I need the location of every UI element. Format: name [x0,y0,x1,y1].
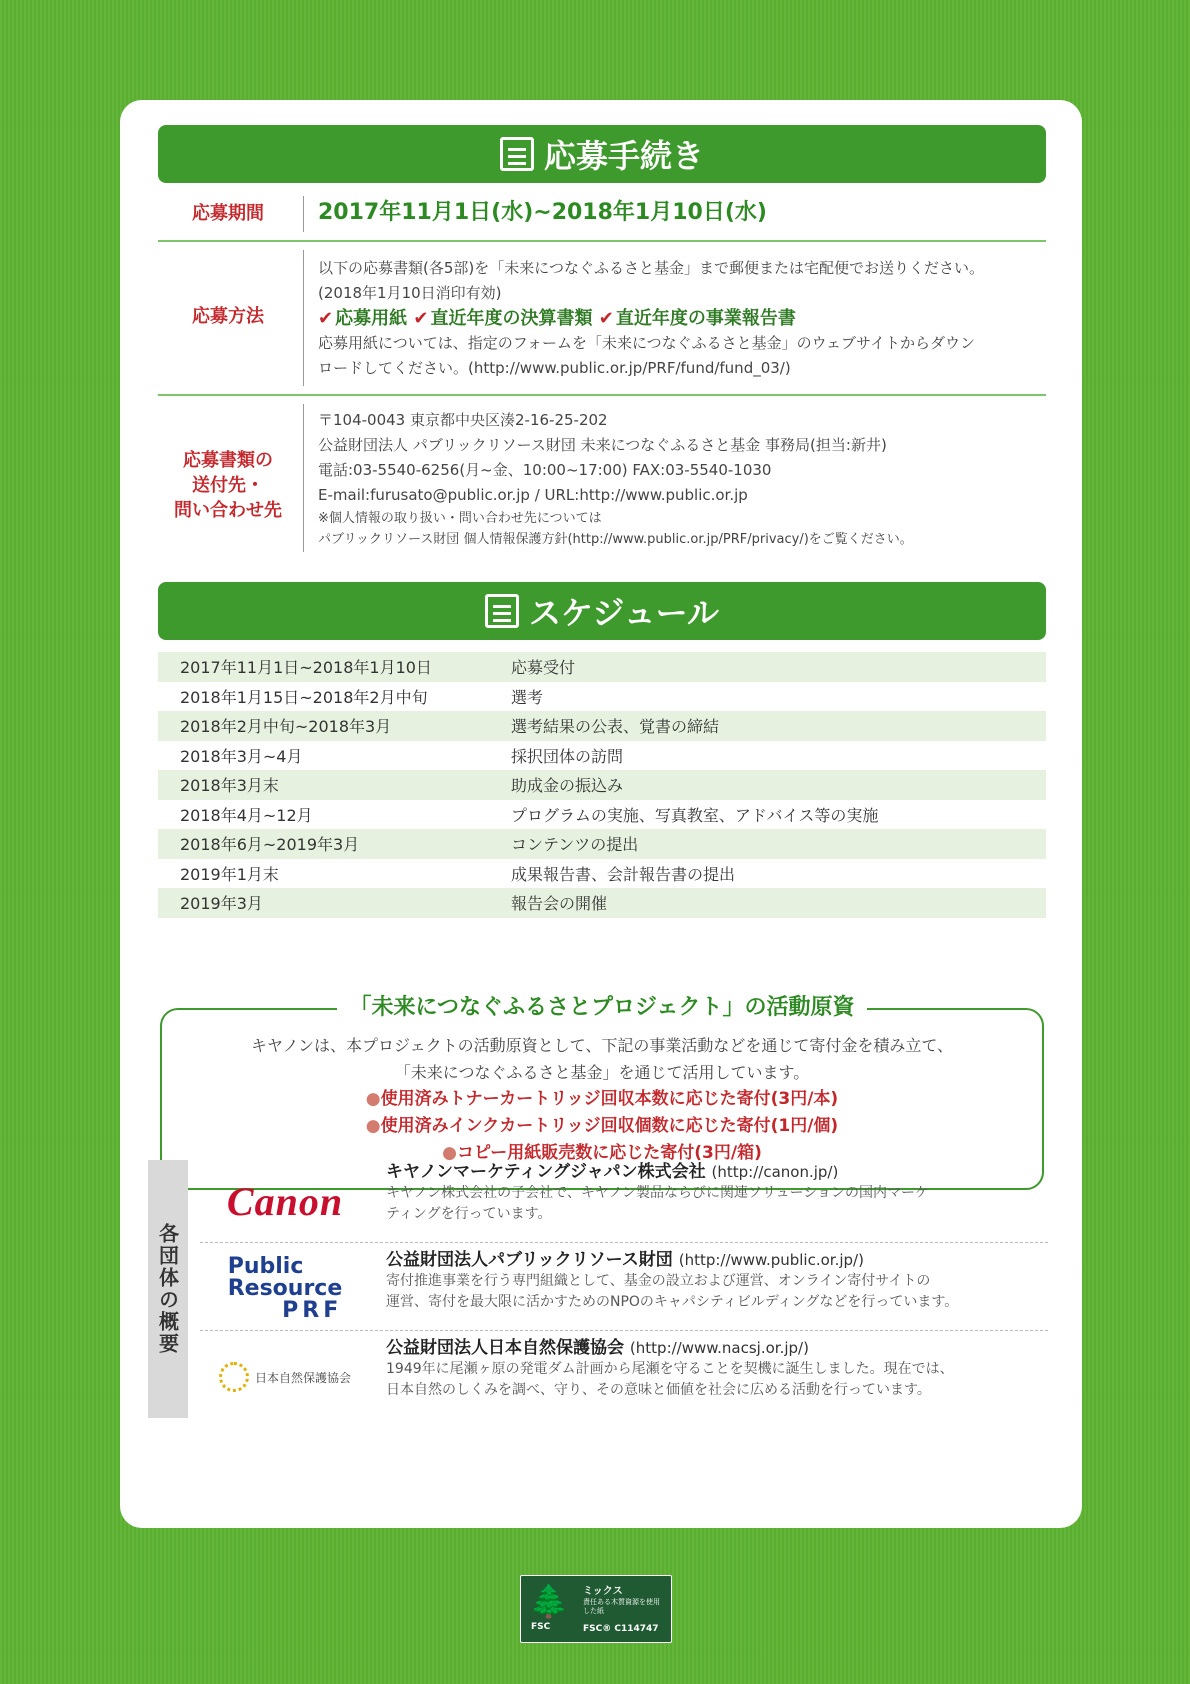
funding-bullet: ● 使用済みトナーカートリッジ回収本数に応じた寄付(3円/本) [162,1086,1042,1113]
method-line2: (2018年1月10日消印有効) [318,284,502,302]
period-value: 2017年11月1日(水)~2018年1月10日(水) [318,200,767,225]
schedule-row: 2018年3月末 助成金の振込み [158,770,1046,800]
check-icon: ✔ [318,308,334,329]
org-desc: 運営、寄付を最大限に活かすためのNPOのキャパシティビルディングなどを行っています。 [386,1294,959,1310]
check-icon: ✔ [413,308,429,329]
org-url: (http://www.nacsj.or.jp/) [629,1339,809,1357]
funding-bullet: ● コピー用紙販売数に応じた寄付(3円/箱) [162,1140,1042,1167]
privacy-note-2: パブリックリソース財団 個人情報保護方針(http://www.public.or.jp/PRF/privacy/)をご覧ください。 [318,532,913,547]
canon-logo: Canon [226,1178,344,1224]
checklist [318,306,1046,331]
org-desc: 日本自然のしくみを調べ、守り、その意味と価値を社会に広める活動を行っています。 [386,1382,931,1398]
divider [303,250,304,386]
nacsj-emblem-icon [219,1362,249,1392]
contact-line: 公益財団法人 パブリックリソース財団 未来につなぐふるさと基金 事務局(担当:新井) [318,436,887,454]
application-header [158,125,1046,183]
org-prf [200,1248,1048,1331]
org-name: 公益財団法人日本自然保護協会 [386,1338,624,1358]
schedule-row: 2019年1月末 成果報告書、会計報告書の提出 [180,864,736,884]
funding-bullet: ● 使用済みインクカートリッジ回収個数に応じた寄付(1円/個) [162,1113,1042,1140]
orgs-side-label: 各団体の概要 [148,1160,188,1418]
check-item: 応募用紙 [335,308,408,329]
org-desc: ティングを行っています。 [386,1206,552,1222]
method-row [158,242,1046,396]
organizations [148,1160,1048,1418]
contact-line: E-mail:furusato@public.or.jp / URL:http://www.public.or.jp [318,486,748,504]
document-icon [500,137,534,171]
org-nacsj [200,1336,1048,1418]
check-icon: ✔ [598,308,614,329]
divider [303,404,304,552]
schedule-table [158,652,1046,918]
schedule-row: 2018年4月~12月 プログラムの実施、写真教室、アドバイス等の実施 [180,805,879,825]
contact-line: 電話:03-5540-6256(月~金、10:00~17:00) FAX:03-5540-1030 [318,461,772,479]
contact-line: 〒104-0043 東京都中央区湊2-16-25-202 [318,411,608,429]
org-desc: キヤノン株式会社の子会社で、キヤノン製品ならびに関連ソリューションの国内マーケ [386,1185,930,1201]
schedule-row: 2019年3月 報告会の開催 [158,888,1046,918]
schedule-row: 2018年1月15日~2018年2月中旬 選考 [180,687,544,707]
org-canon [200,1160,1048,1243]
method-line1: 以下の応募書類(各5部)を「未来につなぐふるさと基金」まで郵便または宅配便でお送りください。 [318,259,984,277]
schedule-row: 2018年2月中旬~2018年3月 選考結果の公表、覚書の締結 [158,711,1046,741]
schedule-header [158,582,1046,640]
schedule-row: 2018年6月~2019年3月 コンテンツの提出 [158,829,1046,859]
fsc-mark: 🌲 FSC ミックス 責任ある木質資源を使用した紙 FSC® C114747 [520,1575,672,1643]
contact-label: 応募書類の 送付先・ 問い合わせ先 [174,450,282,521]
period-row [158,188,1046,242]
nacsj-logo: 日本自然保護協会 [200,1336,370,1418]
org-desc: 1949年に尾瀬ヶ原の発電ダム計画から尾瀬を守ることを契機に誕生しました。現在では、 [386,1361,954,1377]
divider [303,196,304,232]
org-url: (http://canon.jp/) [711,1163,839,1181]
schedule-row: 2017年11月1日~2018年1月10日 応募受付 [158,652,1046,682]
fsc-tree-icon: 🌲 [529,1582,569,1620]
org-name: キヤノンマーケティングジャパン株式会社 [386,1162,706,1182]
org-name: 公益財団法人パブリックリソース財団 [386,1250,673,1270]
contact-row [158,396,1046,560]
check-item: 直近年度の決算書類 [430,308,593,329]
privacy-note-1: ※個人情報の取り扱い・問い合わせ先については [318,511,602,526]
calendar-icon [485,594,519,628]
content-card [120,100,1082,1528]
period-label: 応募期間 [192,203,264,224]
method-line4: ロードしてください。(http://www.public.or.jp/PRF/fund/fund_03/) [318,359,791,377]
funding-line2: 「未来につなぐふるさと基金」を通じて活用しています。 [394,1063,810,1082]
schedule-title: スケジュール [528,594,720,632]
org-url: (http://www.public.or.jp/) [678,1251,864,1269]
application-title: 応募手続き [543,137,704,175]
method-label: 応募方法 [192,306,264,327]
method-line3: 応募用紙については、指定のフォームを「未来につなぐふるさと基金」のウェブサイトからダウン [318,334,976,352]
prf-logo: Public Resource PRF [227,1254,343,1323]
org-desc: 寄付推進事業を行う専門組織として、基金の設立および運営、オンライン寄付サイトの [386,1273,931,1289]
check-item: 直近年度の事業報告書 [615,308,796,329]
funding-line1: キヤノンは、本プロジェクトの活動原資として、下記の事業活動などを通じて寄付金を積み立て、 [250,1036,954,1055]
funding-title: 「未来につなぐふるさとプロジェクト」の活動原資 [337,995,866,1020]
schedule-row: 2018年3月~4月 採択団体の訪問 [180,746,624,766]
